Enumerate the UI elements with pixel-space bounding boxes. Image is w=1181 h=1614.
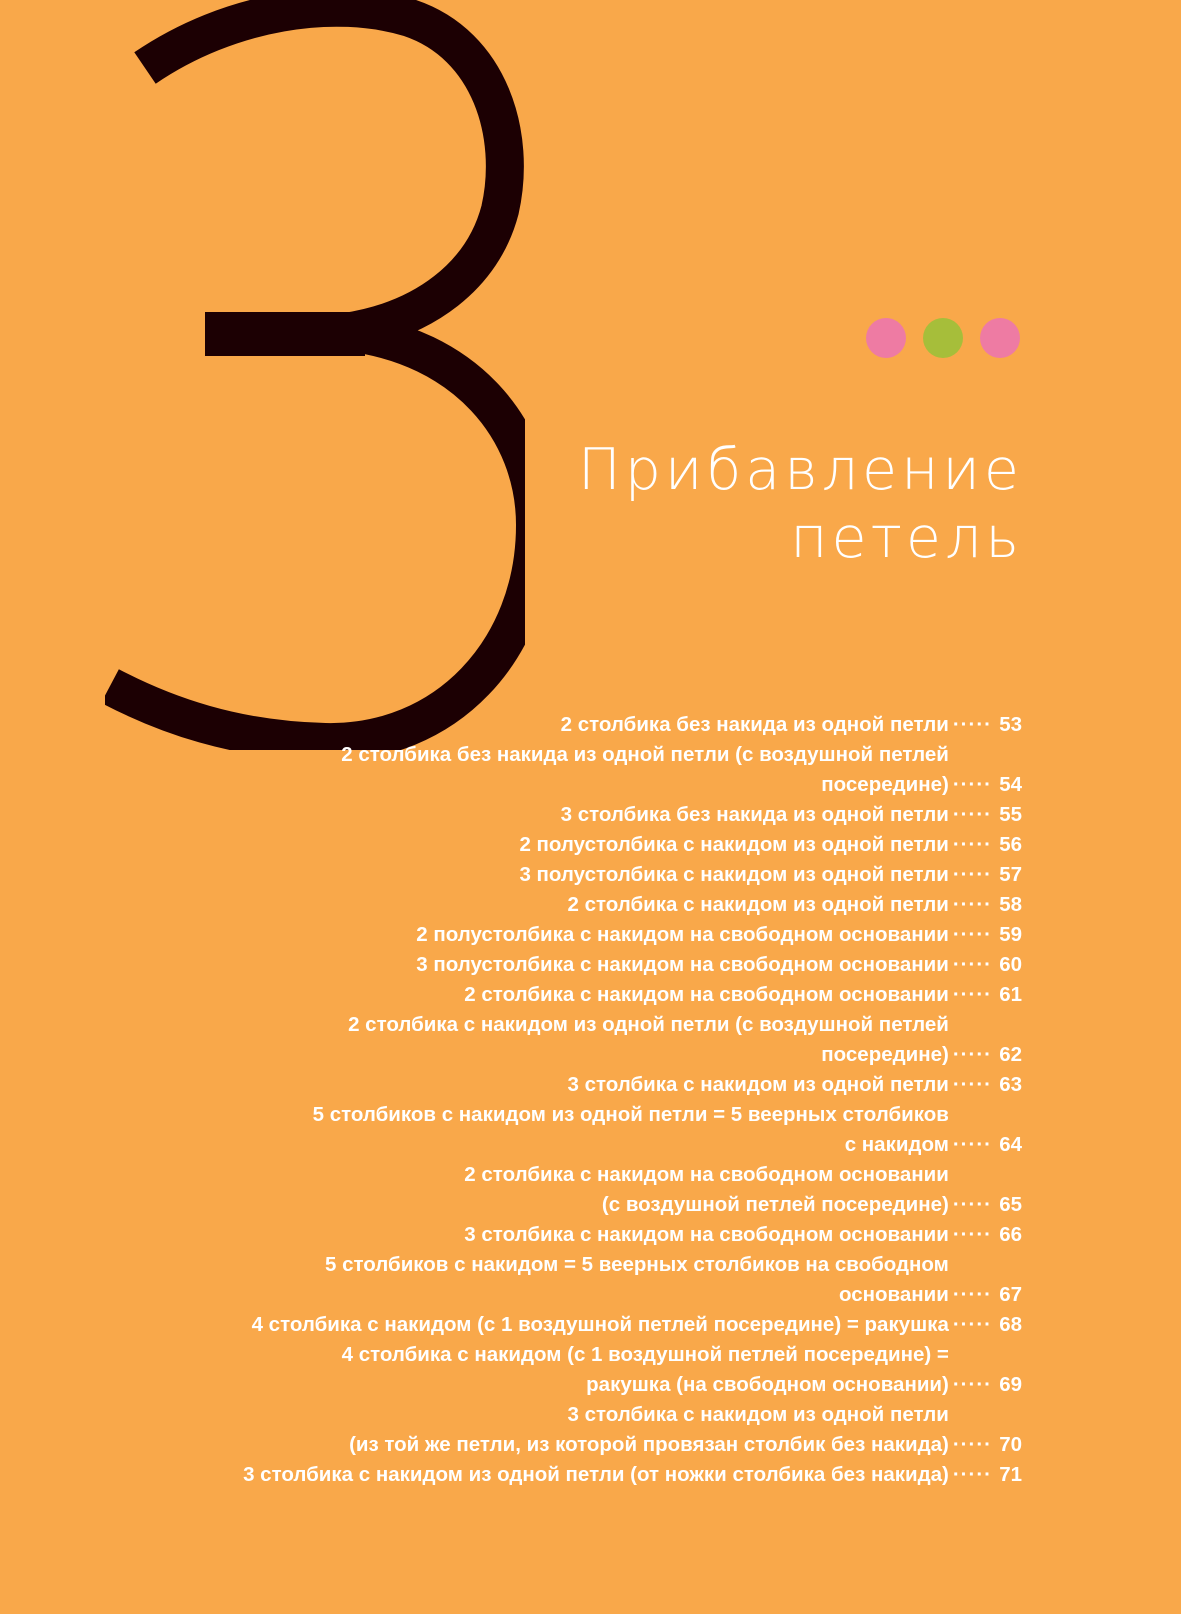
toc-page-number: 60: [999, 953, 1022, 976]
pink-dot-right: [980, 318, 1020, 358]
toc-entry[interactable]: [122, 980, 1022, 1010]
toc-entry-title: 2 столбика с накидом на свободном основании (с воздушной петлей посередине): [464, 1163, 949, 1216]
toc-entry[interactable]: [122, 1340, 1022, 1400]
toc-entry[interactable]: [122, 1250, 1022, 1310]
toc-entry[interactable]: [122, 890, 1022, 920]
toc-entry-title: 2 столбика с накидом из одной петли (с воздушной петлей посередине): [348, 1013, 949, 1066]
toc-entry-title: 3 столбика с накидом из одной петли (от ножки столбика без накида): [243, 1463, 949, 1486]
toc-entry-title: 4 столбика с накидом (с 1 воздушной петлей посередине) = ракушка: [251, 1313, 949, 1336]
toc-page-number: 69: [999, 1373, 1022, 1396]
toc-page-number: 53: [999, 713, 1022, 736]
toc-dot-leader: ·····: [952, 1433, 992, 1456]
toc-dot-leader: ·····: [952, 863, 992, 886]
toc-dot-leader: ·····: [952, 1073, 992, 1096]
toc-entry-title: 3 полустолбика с накидом на свободном основании: [416, 953, 949, 976]
toc-page-number: 66: [999, 1223, 1022, 1246]
toc-dot-leader: ·····: [952, 983, 992, 1006]
toc-entry[interactable]: [122, 950, 1022, 980]
toc-dot-leader: ·····: [952, 1133, 992, 1156]
toc-entry[interactable]: [122, 920, 1022, 950]
toc-page-number: 63: [999, 1073, 1022, 1096]
toc-dot-leader: ·····: [952, 1463, 992, 1486]
toc-page-number: 59: [999, 923, 1022, 946]
toc-page-number: 56: [999, 833, 1022, 856]
toc-dot-leader: ·····: [952, 893, 992, 916]
toc-dot-leader: ·····: [952, 923, 992, 946]
table-of-contents: [122, 710, 1022, 1490]
chapter-title: [578, 436, 1023, 572]
chapter-title-line-1: Прибавление: [577, 437, 1023, 503]
toc-dot-leader: ·····: [952, 1193, 992, 1216]
toc-entry-title: 2 полустолбика с накидом из одной петли: [519, 833, 949, 856]
toc-entry-title: 2 столбика с накидом из одной петли: [567, 893, 949, 916]
toc-entry-title: 4 столбика с накидом (с 1 воздушной петлей посередине) = ракушка (на свободном основании): [341, 1343, 949, 1396]
toc-entry-title: 3 столбика без накида из одной петли: [560, 803, 949, 826]
toc-dot-leader: ·····: [952, 773, 992, 796]
toc-dot-leader: ·····: [952, 713, 992, 736]
toc-entry-title: 3 столбика с накидом на свободном основании: [464, 1223, 949, 1246]
toc-entry-title: 5 столбиков с накидом = 5 веерных столбиков на свободном основании: [325, 1253, 949, 1306]
toc-entry[interactable]: [122, 1400, 1022, 1460]
toc-entry[interactable]: [122, 1310, 1022, 1340]
toc-entry[interactable]: [122, 1070, 1022, 1100]
toc-page-number: 65: [999, 1193, 1022, 1216]
toc-dot-leader: ·····: [952, 1043, 992, 1066]
toc-page-number: 57: [999, 863, 1022, 886]
toc-entry-title: 2 полустолбика с накидом на свободном основании: [416, 923, 949, 946]
decorative-dots: [866, 318, 1020, 358]
toc-entry-title: 3 полустолбика с накидом из одной петли: [519, 863, 949, 886]
chapter-number-3: [105, 0, 525, 750]
toc-entry-title: 5 столбиков с накидом из одной петли = 5 веерных столбиков с накидом: [312, 1103, 949, 1156]
toc-entry[interactable]: [122, 1100, 1022, 1160]
toc-page-number: 58: [999, 893, 1022, 916]
toc-dot-leader: ·····: [952, 1373, 992, 1396]
toc-dot-leader: ·····: [952, 953, 992, 976]
toc-entry[interactable]: [122, 860, 1022, 890]
toc-page-number: 67: [999, 1283, 1022, 1306]
toc-dot-leader: ·····: [952, 803, 992, 826]
toc-dot-leader: ·····: [952, 1313, 992, 1336]
chapter-title-line-2: петель: [790, 505, 1023, 571]
toc-entry[interactable]: [122, 800, 1022, 830]
toc-entry[interactable]: [122, 1220, 1022, 1250]
toc-entry[interactable]: [122, 710, 1022, 740]
toc-page-number: 71: [999, 1463, 1022, 1486]
toc-entry-title: 3 столбика с накидом из одной петли: [567, 1073, 949, 1096]
toc-page-number: 54: [999, 773, 1022, 796]
toc-entry[interactable]: [122, 1460, 1022, 1490]
toc-page-number: 70: [999, 1433, 1022, 1456]
toc-dot-leader: ·····: [952, 1283, 992, 1306]
toc-entry-title: 2 столбика без накида из одной петли (с воздушной петлей посередине): [341, 743, 949, 796]
green-dot: [923, 318, 963, 358]
toc-page-number: 68: [999, 1313, 1022, 1336]
toc-entry-title: 2 столбика без накида из одной петли: [560, 713, 949, 736]
toc-page-number: 55: [999, 803, 1022, 826]
chapter-number-glyph: [110, 8, 525, 742]
pink-dot-left: [866, 318, 906, 358]
toc-entry[interactable]: [122, 1010, 1022, 1070]
toc-entry-title: 2 столбика с накидом на свободном основании: [464, 983, 949, 1006]
toc-dot-leader: ·····: [952, 833, 992, 856]
toc-page-number: 62: [999, 1043, 1022, 1066]
toc-page-number: 61: [999, 983, 1022, 1006]
toc-entry[interactable]: [122, 830, 1022, 860]
toc-entry[interactable]: [122, 740, 1022, 800]
toc-page-number: 64: [999, 1133, 1022, 1156]
toc-entry-title: 3 столбика с накидом из одной петли (из той же петли, из которой провязан столбик без накида): [349, 1403, 949, 1456]
toc-entry[interactable]: [122, 1160, 1022, 1220]
toc-dot-leader: ·····: [952, 1223, 992, 1246]
